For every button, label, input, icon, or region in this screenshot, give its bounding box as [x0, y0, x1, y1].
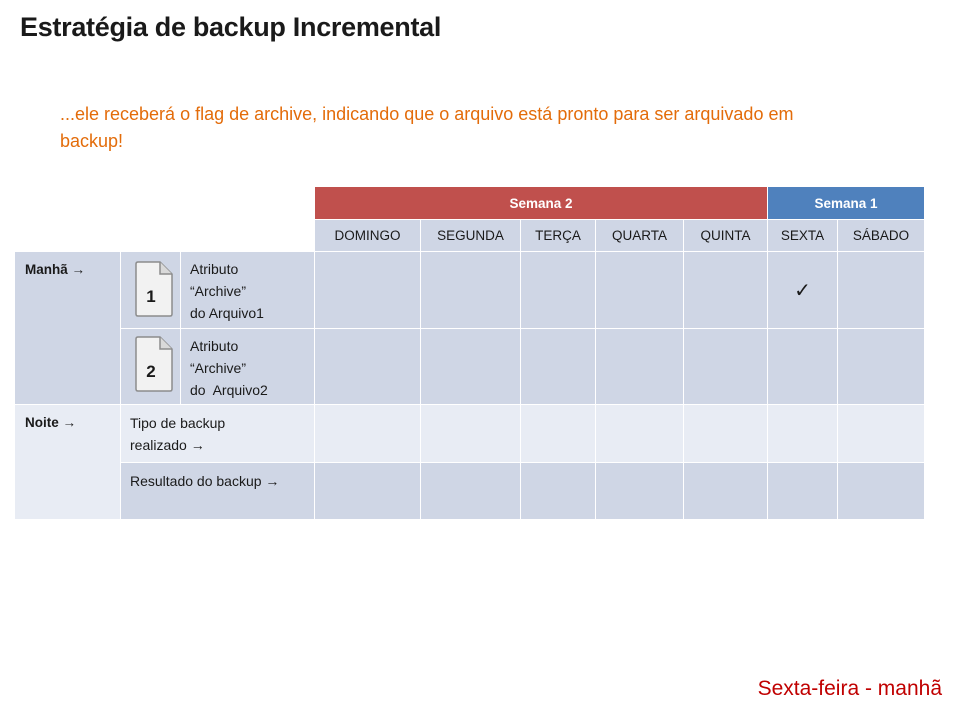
- r4-segunda: [421, 463, 521, 520]
- r2-domingo: [315, 329, 421, 405]
- r1-quinta: [684, 252, 768, 329]
- document-2-icon: [134, 336, 174, 392]
- file2-line1: Atributo: [190, 338, 239, 354]
- r2-sabado: [838, 329, 925, 405]
- day-domingo: DOMINGO: [315, 220, 421, 252]
- r4-domingo: [315, 463, 421, 520]
- file2-icon-cell: [121, 329, 181, 405]
- day-segunda: SEGUNDA: [421, 220, 521, 252]
- document-1-icon: [134, 261, 174, 317]
- week2-header: Semana 2: [315, 187, 768, 220]
- r1-sabado: [838, 252, 925, 329]
- slide-title: Estratégia de backup Incremental: [20, 12, 442, 42]
- r1-terca: [521, 252, 596, 329]
- file1-attribute-label: [181, 252, 315, 329]
- r4-quarta: [596, 463, 684, 520]
- r4-terca: [521, 463, 596, 520]
- file2-line2: “Archive”: [190, 360, 247, 376]
- file1-line1: Atributo: [190, 261, 239, 277]
- day-quarta: QUARTA: [596, 220, 684, 252]
- file2-attribute-label: [181, 329, 315, 405]
- r3-sabado: [838, 405, 925, 463]
- r4-sabado: [838, 463, 925, 520]
- day-sexta: SEXTA: [768, 220, 838, 252]
- r3-terca: [521, 405, 596, 463]
- r2-quarta: [596, 329, 684, 405]
- morning-row-label: Manhã →: [15, 252, 121, 405]
- r1-quarta: [596, 252, 684, 329]
- r4-quinta: [684, 463, 768, 520]
- r2-sexta: [768, 329, 838, 405]
- slide-footer: Sexta-feira - manhã: [757, 677, 942, 700]
- file1-icon-cell: [121, 252, 181, 329]
- r3-sexta: [768, 405, 838, 463]
- day-sabado: SÁBADO: [838, 220, 925, 252]
- slide-subtitle: ...ele receberá o flag de archive, indicando que o arquivo está pronto para ser arquivado em backup!: [60, 104, 794, 151]
- r3-domingo: [315, 405, 421, 463]
- backup-result-label: Resultado do backup →: [121, 463, 315, 520]
- r3-segunda: [421, 405, 521, 463]
- r3-quinta: [684, 405, 768, 463]
- r2-quinta: [684, 329, 768, 405]
- r2-terca: [521, 329, 596, 405]
- r3-quarta: [596, 405, 684, 463]
- day-quinta: QUINTA: [684, 220, 768, 252]
- r2-segunda: [421, 329, 521, 405]
- document-2-number: 2: [146, 362, 156, 381]
- day-terca: TERÇA: [521, 220, 596, 252]
- r4-sexta: [768, 463, 838, 520]
- file1-line2: “Archive”: [190, 283, 247, 299]
- document-1-number: 1: [146, 287, 156, 306]
- r1-sexta-checkmark: ✓: [768, 252, 838, 329]
- r1-segunda: [421, 252, 521, 329]
- week1-header: Semana 1: [768, 187, 925, 220]
- night-row-label: Noite →: [15, 405, 121, 520]
- file1-line3: do Arquivo1: [190, 305, 264, 321]
- backup-type-label: Tipo de backup realizado →: [121, 405, 315, 463]
- r1-domingo: [315, 252, 421, 329]
- file2-line3: do Arquivo2: [190, 382, 268, 398]
